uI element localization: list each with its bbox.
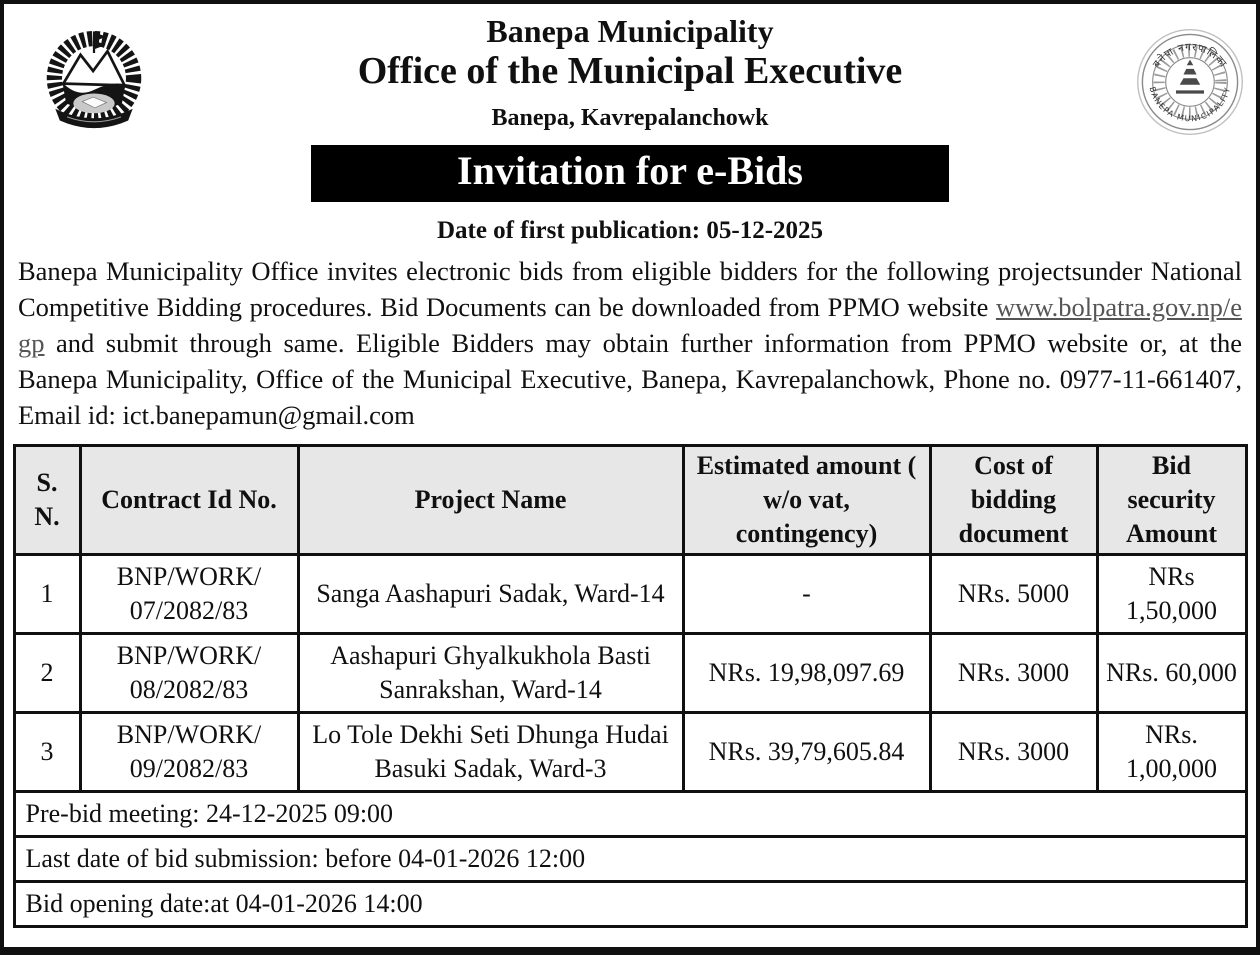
nepal-coat-of-arms-logo [40,20,148,140]
table-footer-row [14,836,1246,881]
seal-top-text: बनेपा नगरपालिका [1150,41,1230,71]
cell-bid-security: NRs 1,50,000 [1097,554,1246,633]
cell-sn: 3 [14,712,80,791]
col-header-estimated-amount: Estimated amount ( w/o vat, contingency) [683,445,930,554]
table-row [14,712,1246,791]
cell-contract-id: BNP/WORK/ 07/2082/83 [80,554,298,633]
cell-project-name: Aashapuri Ghyalkukhola Basti Sanrakshan, Ward-14 [298,633,683,712]
table-header-row [14,445,1246,554]
bids-table [13,444,1248,928]
intro-paragraph [18,254,1242,434]
table-row [14,633,1246,712]
col-header-contract-id: Contract Id No. [80,445,298,554]
col-header-bidding-doc-cost: Cost of bidding document [930,445,1097,554]
table-footer-row [14,881,1246,926]
bid-submission-deadline-row: Last date of bid submission: before 04-01-2026 12:00 [14,836,1246,881]
office-title: Office of the Municipal Executive [357,49,903,92]
col-header-sn: S. N. [14,445,80,554]
table-footer-row [14,791,1246,836]
cell-estimated-amount: NRs. 39,79,605.84 [683,712,930,791]
pre-bid-meeting-row: Pre-bid meeting: 24-12-2025 09:00 [14,791,1246,836]
cell-estimated-amount: NRs. 19,98,097.69 [683,633,930,712]
cell-sn: 2 [14,633,80,712]
title-block [4,4,1256,245]
cell-sn: 1 [14,554,80,633]
cell-bid-security: NRs. 60,000 [1097,633,1246,712]
cell-bidding-doc-cost: NRs. 5000 [930,554,1097,633]
banepa-seal-icon [1134,26,1246,138]
table-row [14,554,1246,633]
cell-contract-id: BNP/WORK/ 08/2082/83 [80,633,298,712]
cell-estimated-amount: - [683,554,930,633]
banepa-municipality-seal-logo [1134,26,1246,138]
ebids-banner-label: Invitation for e-Bids [457,148,803,194]
nepal-emblem-icon [40,20,148,140]
location-subtitle: Banepa, Kavrepalanchowk [491,105,769,132]
publication-date: Date of first publication: 05-12-2025 [436,217,824,245]
intro-text-after-link: and submit through same. Eligible Bidders may obtain further information from PPMO website or, at the Banepa Municipality, Office of the Municipal Executive, Banepa, Kavrepalanchowk, Phone no. 0977-11-661407, Email id: ict.banepamun@gmail.com [18,328,1242,430]
cell-project-name: Sanga Aashapuri Sadak, Ward-14 [298,554,683,633]
ebids-banner [311,145,949,202]
intro-text-before-link: Banepa Municipality Office invites electronic bids from eligible bidders for the following projectsunder National Competitive Bidding procedures. Bid Documents can be downloaded from PPMO website [18,256,1242,323]
col-header-project-name: Project Name [298,445,683,554]
bolpatra-link[interactable]: www.bolpatra.gov.np/egp [18,292,1242,359]
cell-bidding-doc-cost: NRs. 3000 [930,712,1097,791]
cell-bidding-doc-cost: NRs. 3000 [930,633,1097,712]
cell-bid-security: NRs. 1,00,000 [1097,712,1246,791]
col-header-bid-security: Bid security Amount [1097,445,1246,554]
municipality-title: Banepa Municipality [486,13,774,49]
bid-opening-date-row: Bid opening date:at 04-01-2026 14:00 [14,881,1246,926]
cell-contract-id: BNP/WORK/ 09/2082/83 [80,712,298,791]
seal-bottom-text: BANEPA MUNICIPALITY [1147,85,1233,124]
cell-project-name: Lo Tole Dekhi Seti Dhunga Hudai Basuki Sadak, Ward-3 [298,712,683,791]
